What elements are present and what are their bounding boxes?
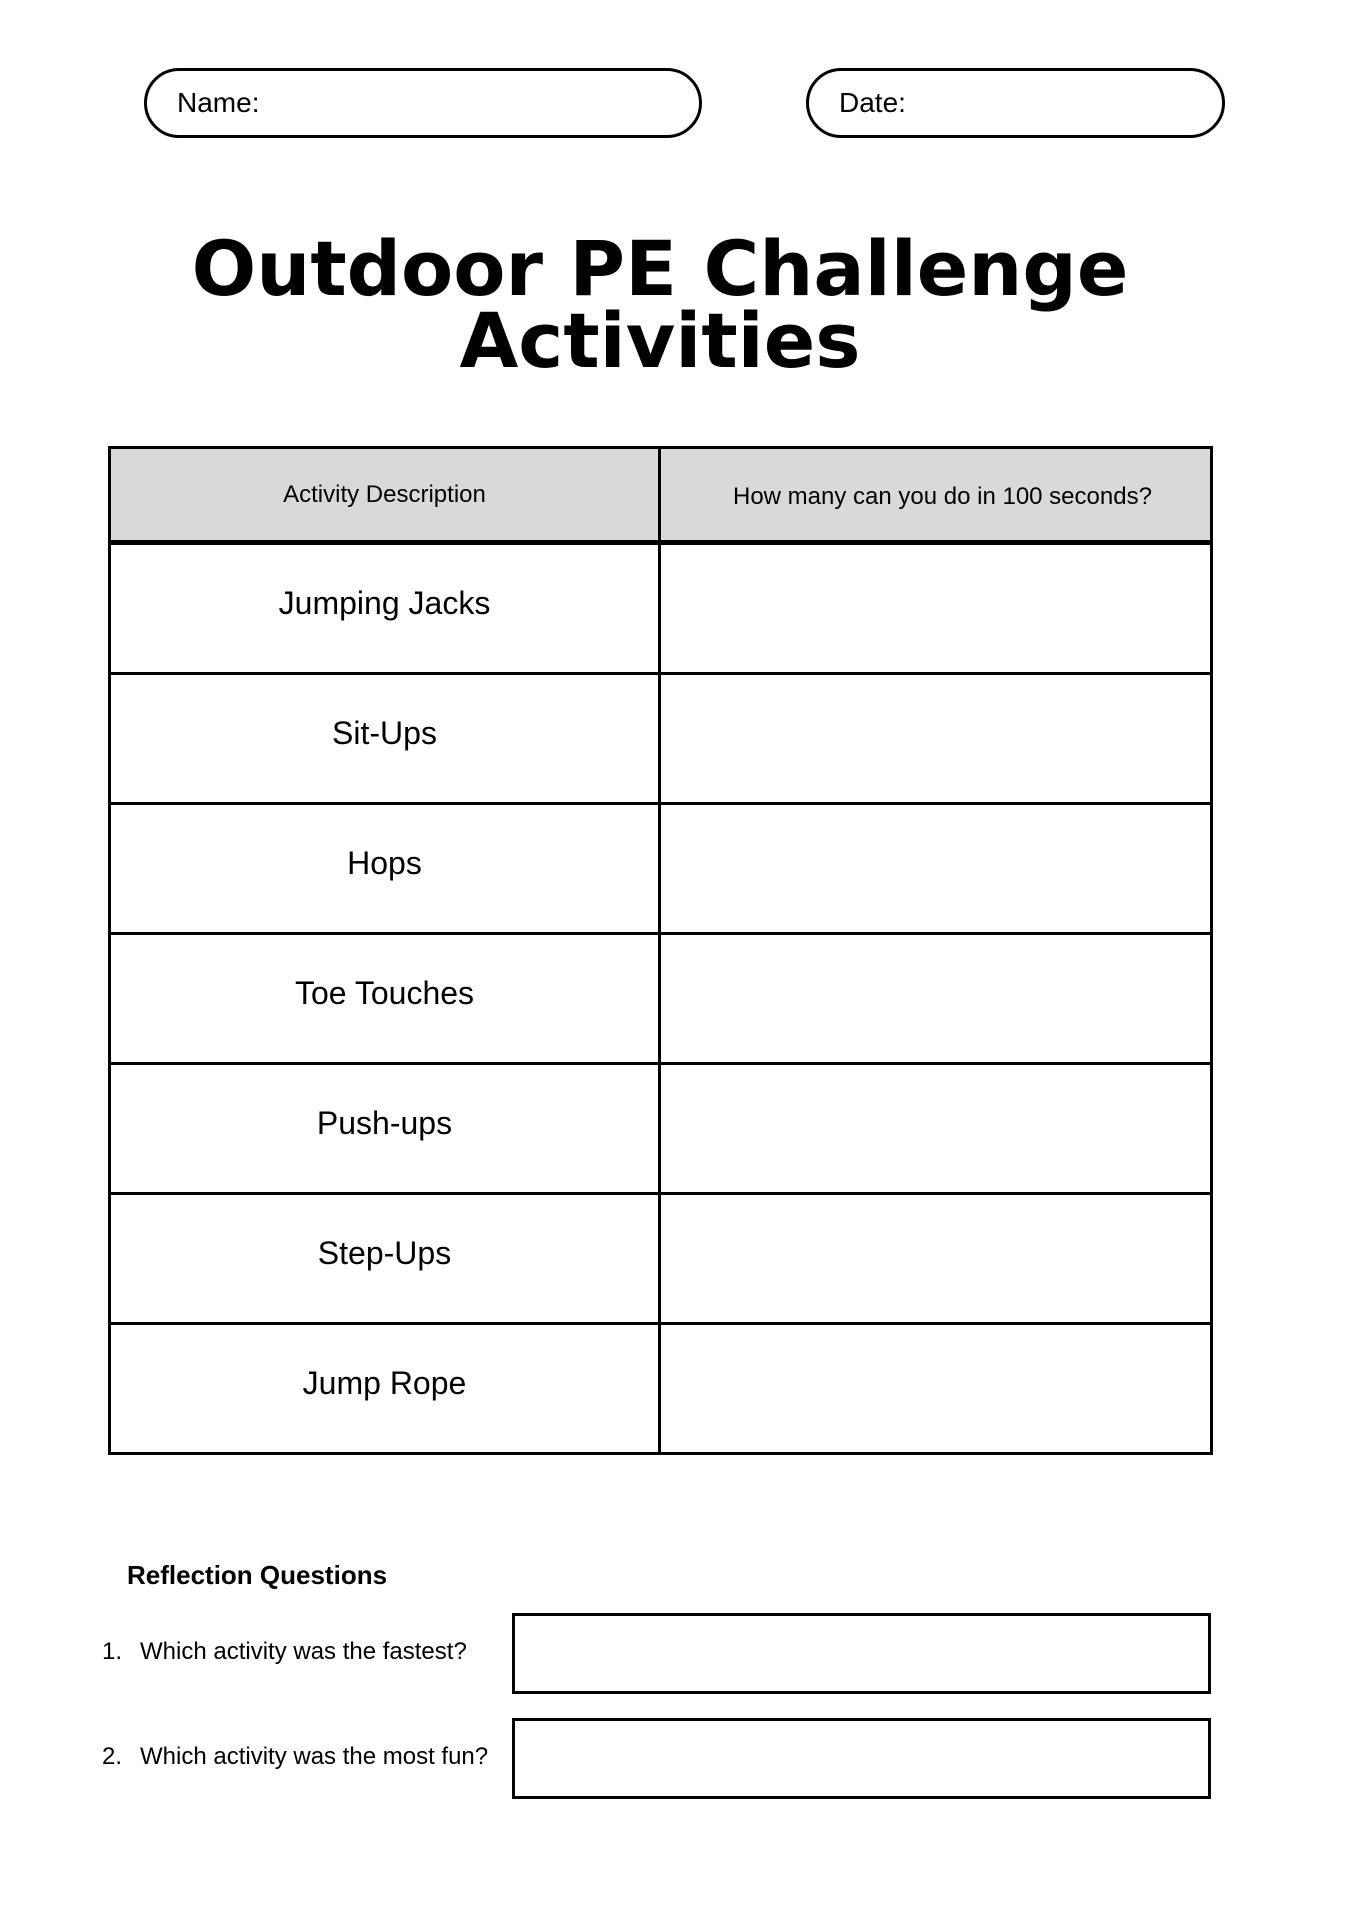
column-header-activity: Activity Description [110, 448, 660, 543]
activity-table [108, 446, 1213, 1455]
reflection-question-2 [102, 1743, 488, 1771]
activity-cell: Jumping Jacks [110, 543, 660, 674]
answer-box-1[interactable] [512, 1613, 1211, 1694]
table-header-row [110, 448, 1212, 543]
count-cell[interactable] [660, 674, 1212, 804]
count-cell[interactable] [660, 1064, 1212, 1194]
table-row [110, 1194, 1212, 1324]
question-text: Which activity was the most fun? [140, 1743, 489, 1770]
activity-cell: Step-Ups [110, 1194, 660, 1324]
answer-box-2[interactable] [512, 1718, 1211, 1799]
count-cell[interactable] [660, 543, 1212, 674]
name-label: Name: [177, 87, 260, 118]
question-number: 1. [102, 1638, 123, 1665]
count-cell[interactable] [660, 934, 1212, 1064]
table-row [110, 1064, 1212, 1194]
question-number: 2. [102, 1743, 123, 1770]
activity-cell: Hops [110, 804, 660, 934]
table-row [110, 1324, 1212, 1454]
activity-cell: Sit-Ups [110, 674, 660, 804]
date-field[interactable] [806, 68, 1225, 138]
date-label: Date: [839, 87, 906, 118]
title-line-2: Activities [459, 296, 861, 385]
name-field[interactable] [144, 68, 702, 138]
activity-cell: Push-ups [110, 1064, 660, 1194]
page-title [0, 224, 1320, 385]
title-line-1: Outdoor PE Challenge [191, 224, 1129, 313]
question-text: Which activity was the fastest? [140, 1638, 467, 1665]
table-row [110, 934, 1212, 1064]
count-cell[interactable] [660, 1324, 1212, 1454]
count-cell[interactable] [660, 804, 1212, 934]
table-row [110, 543, 1212, 674]
table-row [110, 804, 1212, 934]
activity-cell: Toe Touches [110, 934, 660, 1064]
table-row [110, 674, 1212, 804]
activity-cell: Jump Rope [110, 1324, 660, 1454]
reflection-heading: Reflection Questions [127, 1560, 388, 1590]
count-cell[interactable] [660, 1194, 1212, 1324]
column-header-count: How many can you do in 100 seconds? [660, 448, 1212, 543]
reflection-question-1 [102, 1638, 467, 1666]
